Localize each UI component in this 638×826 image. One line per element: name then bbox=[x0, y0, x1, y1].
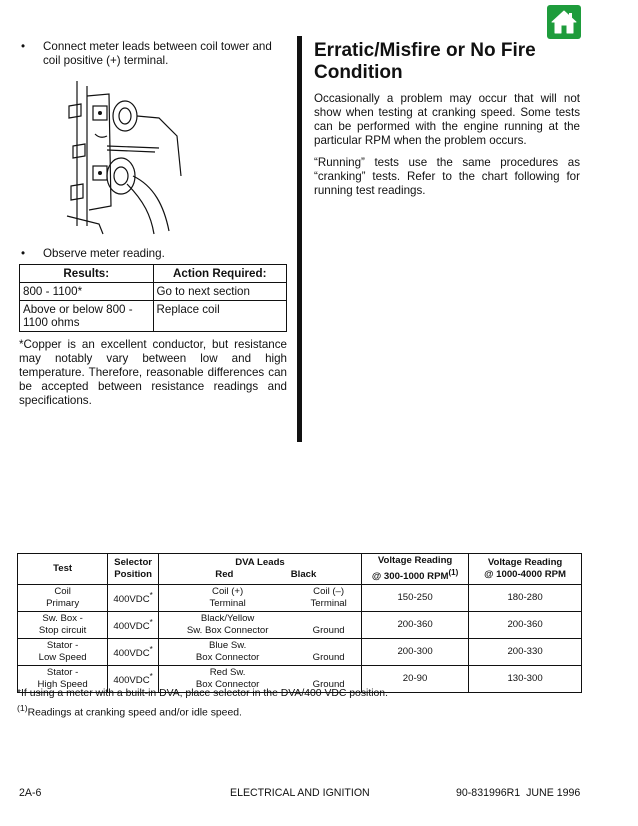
header-dva-leads bbox=[158, 554, 361, 585]
test-line1: Sw. Box - bbox=[42, 613, 83, 625]
instruction-connect-leads bbox=[19, 40, 287, 68]
selector-footnote-mark: * bbox=[149, 672, 153, 682]
selector-footnote-mark: * bbox=[149, 645, 153, 655]
header-test-label: Test bbox=[53, 563, 73, 575]
test-cell bbox=[18, 585, 108, 612]
header-v2-line2: @ 1000-4000 RPM bbox=[484, 569, 567, 581]
action-cell: Replace coil bbox=[153, 301, 287, 332]
selector-footnote-mark: * bbox=[149, 591, 153, 601]
dva-voltage-table bbox=[17, 553, 582, 693]
results-header-row bbox=[20, 265, 287, 283]
table-row bbox=[18, 585, 582, 612]
header-selector-line1: Selector bbox=[114, 557, 153, 569]
result-cell: Above or below 800 - 1100 ohms bbox=[20, 301, 154, 332]
table-row bbox=[20, 301, 287, 332]
black-line2: Ground bbox=[312, 679, 345, 691]
red-line2: Sw. Box Connector bbox=[186, 625, 269, 637]
black-lead-cell bbox=[296, 639, 361, 666]
red-lead-cell bbox=[158, 612, 296, 639]
footer-section-title: ELECTRICAL AND IGNITION bbox=[230, 787, 370, 799]
test-line2: Stop circuit bbox=[38, 625, 87, 637]
right-column bbox=[314, 40, 580, 206]
instruction-observe-reading bbox=[19, 247, 287, 261]
selector-cell bbox=[108, 639, 159, 666]
section-heading: Erratic/Misfire or No Fire Condition bbox=[314, 40, 536, 83]
selector-value: 400VDC bbox=[113, 648, 150, 660]
footer-page-number: 2A-6 bbox=[19, 787, 42, 799]
test-line1: Stator - bbox=[46, 667, 79, 679]
selector-value: 400VDC bbox=[113, 594, 150, 606]
header-test bbox=[18, 554, 108, 585]
header-v1-line1: Voltage Reading bbox=[377, 555, 453, 566]
paragraph-running-tests: “Running” tests use the same procedures as “cranking” tests. Refer to the chart following for running test readings. bbox=[314, 156, 580, 197]
dva-note-readings-text: Readings at cranking speed and/or idle speed. bbox=[27, 707, 242, 719]
dva-note-selector: *If using a meter with a built-in DVA, place selector in the DVA/400 VDC position. bbox=[17, 688, 388, 699]
black-line2: Terminal bbox=[310, 598, 347, 610]
copper-footnote: *Copper is an excellent conductor, but resistance may notably vary between low and high temperature. Therefore, reasonable differences can be accepted between resistance readings and specifications. bbox=[19, 338, 287, 407]
test-line2: High Speed bbox=[37, 679, 88, 691]
red-line2: Terminal bbox=[209, 598, 246, 610]
header-selector bbox=[108, 554, 159, 585]
red-line2: Box Connector bbox=[195, 652, 260, 664]
left-column bbox=[19, 40, 287, 408]
voltage-cranking-cell: 200-300 bbox=[362, 639, 469, 666]
dva-note-footnote-mark: (1) bbox=[17, 703, 28, 713]
header-v1-footnote-mark: (1) bbox=[448, 568, 459, 577]
test-line1: Coil bbox=[54, 586, 71, 598]
instruction-text: Observe meter reading. bbox=[43, 247, 165, 260]
table-row bbox=[18, 639, 582, 666]
header-v2-line1: Voltage Reading bbox=[487, 557, 563, 569]
black-line1: Coil (–) bbox=[313, 586, 345, 598]
selector-value: 400VDC bbox=[113, 621, 150, 633]
selector-cell bbox=[108, 585, 159, 612]
red-line1: Blue Sw. bbox=[208, 640, 247, 652]
coil-meter-illustration bbox=[59, 76, 189, 236]
test-line2: Primary bbox=[46, 598, 80, 610]
result-cell: 800 - 1100* bbox=[20, 283, 154, 301]
red-lead-cell bbox=[158, 639, 296, 666]
bullet-mark: • bbox=[21, 40, 26, 53]
voltage-cranking-cell: 20-90 bbox=[362, 666, 469, 693]
results-header-action: Action Required: bbox=[153, 265, 287, 283]
selector-footnote-mark: * bbox=[149, 618, 153, 628]
black-line2: Ground bbox=[312, 652, 345, 664]
home-icon bbox=[550, 8, 578, 36]
selector-cell bbox=[108, 612, 159, 639]
voltage-running-cell: 200-330 bbox=[469, 639, 582, 666]
dva-table-notes bbox=[17, 687, 582, 720]
test-line2: Low Speed bbox=[38, 652, 87, 664]
header-red: Red bbox=[215, 569, 234, 581]
header-voltage-running bbox=[469, 554, 582, 585]
voltage-cranking-cell: 200-360 bbox=[362, 612, 469, 639]
table-row bbox=[18, 612, 582, 639]
bullet-mark: • bbox=[21, 247, 26, 260]
voltage-cranking-cell: 150-250 bbox=[362, 585, 469, 612]
home-button[interactable] bbox=[547, 5, 581, 39]
red-line1: Coil (+) bbox=[212, 586, 244, 598]
voltage-running-cell: 200-360 bbox=[469, 612, 582, 639]
black-line2: Ground bbox=[312, 625, 345, 637]
header-v1-line2: @ 300-1000 RPM bbox=[371, 571, 449, 583]
black-lead-cell bbox=[296, 612, 361, 639]
header-black: Black bbox=[290, 569, 317, 581]
header-selector-line2: Position bbox=[114, 569, 153, 581]
table-row bbox=[20, 283, 287, 301]
action-cell: Go to next section bbox=[153, 283, 287, 301]
selector-value: 400VDC bbox=[113, 675, 150, 687]
results-header-results: Results: bbox=[20, 265, 154, 283]
instruction-text: Connect meter leads between coil tower and coil positive (+) terminal. bbox=[43, 40, 272, 67]
red-line1: Red Sw. bbox=[209, 667, 246, 679]
voltage-running-cell: 180-280 bbox=[469, 585, 582, 612]
red-line2: Box Connector bbox=[195, 679, 260, 691]
dva-header-row bbox=[18, 554, 582, 585]
column-divider bbox=[297, 36, 302, 442]
header-voltage-cranking bbox=[362, 554, 469, 585]
test-cell bbox=[18, 639, 108, 666]
red-line1: Black/Yellow bbox=[200, 613, 255, 625]
test-line1: Stator - bbox=[46, 640, 79, 652]
voltage-running-cell: 130-300 bbox=[469, 666, 582, 693]
paragraph-intro: Occasionally a problem may occur that will not show when testing at cranking speed. Some tests can be performed with the engine running at the particular RPM when the problem occurs. bbox=[314, 92, 580, 147]
test-cell bbox=[18, 612, 108, 639]
dva-note-readings bbox=[17, 701, 582, 720]
red-lead-cell bbox=[158, 585, 296, 612]
black-lead-cell bbox=[296, 585, 361, 612]
footer-document-number: 90-831996R1 JUNE 1996 bbox=[456, 787, 581, 799]
header-dva-label: DVA Leads bbox=[235, 557, 285, 569]
results-table bbox=[19, 264, 287, 332]
